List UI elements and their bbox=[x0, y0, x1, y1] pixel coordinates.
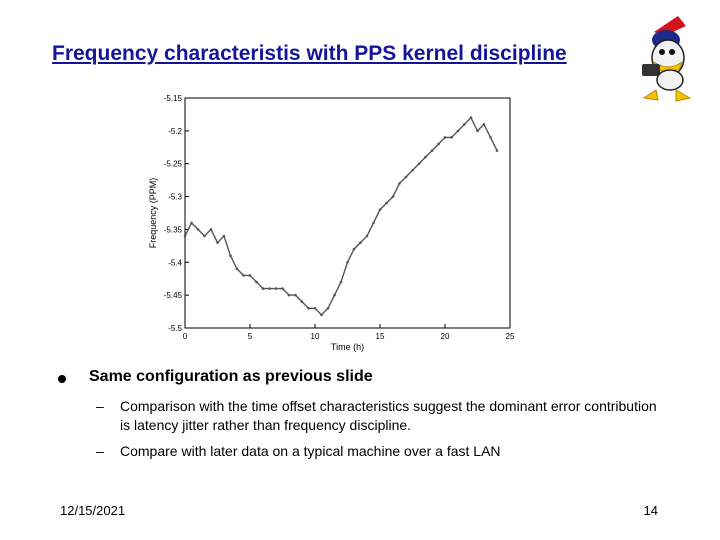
data-point bbox=[444, 136, 447, 139]
y-axis-label: Frequency (PPM) bbox=[148, 177, 158, 249]
y-tick-label: -5.45 bbox=[163, 291, 182, 301]
data-point bbox=[489, 136, 492, 139]
data-point bbox=[359, 241, 362, 244]
dash-icon: – bbox=[96, 398, 104, 414]
y-tick-label: -5.35 bbox=[163, 225, 182, 235]
data-point bbox=[268, 287, 271, 290]
data-point bbox=[483, 123, 486, 126]
data-point bbox=[255, 281, 258, 284]
data-point bbox=[379, 208, 382, 211]
data-point bbox=[314, 307, 317, 310]
data-point bbox=[184, 235, 187, 238]
data-point bbox=[249, 274, 252, 277]
data-point bbox=[418, 162, 421, 165]
data-point bbox=[333, 294, 336, 297]
data-point bbox=[190, 222, 193, 225]
data-point bbox=[327, 307, 330, 310]
data-point bbox=[288, 294, 291, 297]
data-point bbox=[496, 149, 499, 152]
data-point bbox=[301, 300, 304, 303]
bullet-icon bbox=[58, 375, 66, 383]
data-point bbox=[320, 314, 323, 317]
data-point bbox=[223, 235, 226, 238]
y-tick-label: -5.15 bbox=[163, 94, 182, 103]
data-point bbox=[457, 130, 460, 133]
plot-frame bbox=[185, 98, 510, 328]
data-point bbox=[385, 202, 388, 205]
dash-icon: – bbox=[96, 443, 104, 459]
y-tick-label: -5.25 bbox=[163, 159, 182, 169]
x-tick-label: 10 bbox=[310, 332, 320, 341]
data-point bbox=[203, 235, 206, 238]
y-tick-label: -5.2 bbox=[168, 126, 182, 136]
duck-mascot-logo bbox=[636, 10, 698, 105]
x-tick-label: 5 bbox=[247, 332, 253, 341]
data-point bbox=[353, 248, 356, 251]
data-point bbox=[242, 274, 245, 277]
x-tick-label: 20 bbox=[440, 332, 450, 341]
y-tick-label: -5.4 bbox=[168, 258, 182, 268]
data-point bbox=[216, 241, 219, 244]
data-point bbox=[262, 287, 265, 290]
data-point bbox=[346, 261, 349, 264]
data-point bbox=[340, 281, 343, 284]
frequency-chart bbox=[140, 88, 530, 353]
data-point bbox=[476, 130, 479, 133]
data-point bbox=[392, 195, 395, 198]
data-point bbox=[405, 176, 408, 179]
data-point bbox=[236, 268, 239, 271]
data-point bbox=[450, 136, 453, 139]
data-point bbox=[470, 116, 473, 119]
data-point bbox=[437, 143, 440, 146]
sub-bullet-text: Compare with later data on a typical machine over a fast LAN bbox=[120, 443, 501, 459]
data-point bbox=[307, 307, 310, 310]
sub-bullet-text: Comparison with the time offset characteristics suggest the dominant error contribution is latency jitter rather than frequency discipline. bbox=[120, 398, 657, 433]
data-point bbox=[197, 228, 200, 231]
data-point bbox=[372, 222, 375, 225]
data-point bbox=[411, 169, 414, 172]
data-point bbox=[431, 149, 434, 152]
data-point bbox=[424, 156, 427, 159]
x-tick-label: 15 bbox=[375, 332, 385, 341]
y-tick-label: -5.3 bbox=[168, 192, 182, 202]
data-point bbox=[275, 287, 278, 290]
data-point bbox=[366, 235, 369, 238]
data-point bbox=[210, 228, 213, 231]
page-number: 14 bbox=[643, 503, 658, 518]
bullet-text: Same configuration as previous slide bbox=[89, 368, 373, 385]
y-tick-label: -5.5 bbox=[168, 324, 182, 333]
slide-title: Frequency characteristis with PPS kernel discipline bbox=[52, 42, 567, 65]
footer-date: 12/15/2021 bbox=[60, 503, 126, 518]
data-point bbox=[281, 287, 284, 290]
x-tick-label: 25 bbox=[505, 332, 515, 341]
data-point bbox=[229, 254, 232, 257]
x-tick-label: 0 bbox=[182, 332, 188, 341]
data-point bbox=[398, 182, 401, 185]
x-axis-label: Time (h) bbox=[330, 342, 365, 352]
data-point bbox=[294, 294, 297, 297]
data-point bbox=[463, 123, 466, 126]
